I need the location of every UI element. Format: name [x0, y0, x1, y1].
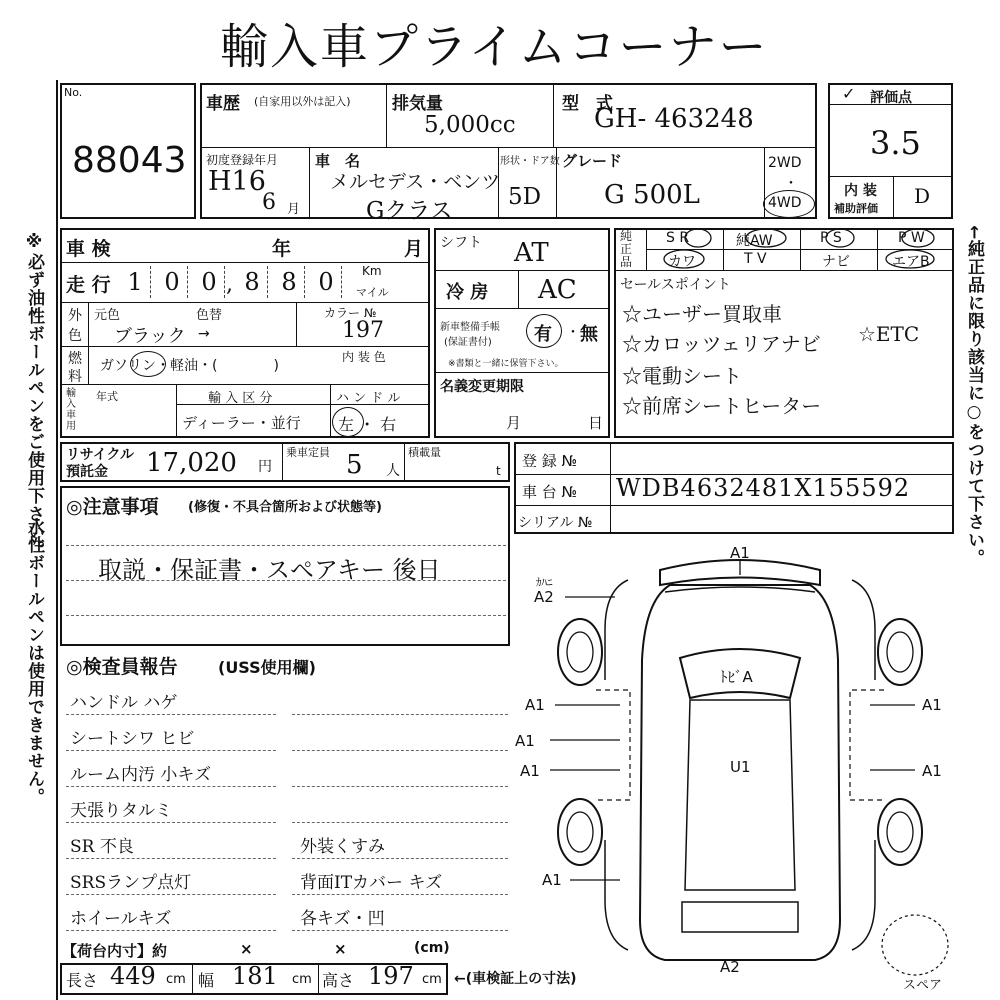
handle-label: ハ ン ド ル [336, 391, 401, 406]
car-rear-window [682, 902, 798, 932]
notes-sub: (修復・不具合箇所および状態等) [188, 500, 382, 515]
capacity-label: 乗車定員 [286, 446, 330, 459]
ac-value: AC [538, 275, 577, 305]
capacity-unit: 人 [386, 463, 400, 479]
diagram-label-cabin: U1 [730, 758, 751, 776]
sales-point-user: ☆ユーザー買取車 [622, 302, 782, 326]
grid-vline [88, 302, 89, 384]
inspector-rule [66, 930, 276, 931]
color-change-label: 色替 [196, 308, 223, 323]
grid-hline [434, 372, 610, 373]
notes-label: ◎注意事項 [66, 496, 159, 518]
first-reg-month-unit: 月 [287, 202, 301, 217]
inspector-rule [292, 714, 508, 715]
interior-eval-label: 内 装 [844, 183, 877, 199]
notes-rule [66, 615, 506, 616]
inspector-item-right: 各キズ・凹 [300, 909, 385, 929]
notes-text: 取説・保証書・スペアキー 後日 [98, 556, 441, 584]
wheel-front-left [558, 619, 602, 685]
diagram-label-top: A1 [730, 544, 750, 562]
inspection-label: 車 検 [66, 238, 111, 260]
manual-yes: 有 [534, 324, 552, 345]
fuel-options: ガソリン・軽油・( ) [100, 358, 279, 374]
grade-label: グレード [562, 152, 623, 170]
score-label: 評価点 [870, 90, 912, 106]
doors-label: 形状・ドア数 [500, 156, 560, 167]
color-code-value: 197 [342, 318, 384, 343]
number-value: 88043 [72, 140, 187, 181]
diagram-label-a2-top: A2 [534, 588, 554, 606]
grid-hline [60, 302, 430, 303]
mileage-label: 走 行 [66, 274, 111, 296]
sales-point-seat: ☆電動シート [622, 364, 742, 388]
dims-width-unit: cm [292, 972, 312, 987]
wheel-rear-right-inner [887, 812, 913, 852]
color-orig-label: 元色 [94, 308, 121, 323]
first-reg-era: H16 [208, 166, 266, 197]
manual-yes-circle [526, 314, 562, 348]
grid-vline [176, 384, 177, 438]
color-label-2: 色 [68, 328, 82, 344]
inspector-rule [66, 858, 276, 859]
sales-point-navi: ☆カロッツェリアナビ [622, 332, 821, 356]
sheet-left-border [56, 80, 58, 1000]
genuine-aw: 純AW [736, 233, 773, 249]
side-note-genuine: ←純正品に限り該当に○をつけて下さい。 [964, 225, 984, 568]
spare-tire [882, 915, 948, 975]
circle-kawa [664, 250, 704, 268]
circle-aw [746, 229, 786, 247]
diagram-label-bottom: A2 [720, 958, 740, 976]
inspector-item: ホイールキズ [70, 909, 172, 929]
score-value: 3.5 [870, 124, 921, 162]
chassis-label: 車 台 № [522, 483, 578, 501]
inspector-rule [66, 786, 276, 787]
grid-hline [200, 147, 817, 148]
diagram-label-right-2: A1 [922, 762, 942, 780]
right-rear-panel [852, 840, 875, 950]
odometer-digit: 8 [237, 266, 268, 298]
doors-value: 5D [508, 184, 542, 210]
grid-vline [296, 302, 297, 346]
wheel-rear-left [558, 799, 602, 865]
diagram-label-left-4: A1 [542, 871, 562, 889]
sales-point-heater: ☆前席シートヒーター [622, 394, 822, 418]
handle-options: 左 ・ 右 [338, 415, 397, 434]
drive-4wd: 4WD [768, 195, 802, 211]
inspector-item: ハンドル ハゲ [70, 693, 178, 713]
displacement-value: 5,000cc [424, 112, 516, 138]
mileage-unit-mile: マイル [356, 286, 389, 299]
capacity-value: 5 [346, 450, 363, 480]
inspector-rule [292, 750, 508, 751]
load-label: 積載量 [408, 446, 441, 459]
grid-hline [60, 384, 430, 385]
name-change-label: 名義変更期限 [440, 379, 524, 395]
wheel-front-right-inner [887, 632, 913, 672]
grid-vline [192, 963, 193, 995]
car-name-value: メルセデス・ベンツ [330, 171, 501, 193]
genuine-kawa: カワ [668, 254, 696, 270]
cargo-x1: × [240, 940, 253, 958]
genuine-airbag: エアB [892, 254, 930, 270]
cargo-label: 【荷台内寸】約 [62, 942, 168, 960]
color-code-label: カラー № [324, 306, 377, 320]
import-label: 輸入車用 [66, 388, 76, 432]
import-category-options: ディーラー・並行 [182, 414, 301, 432]
manual-label-2: (保証書付) [444, 337, 492, 348]
dims-width-label: 幅 [198, 971, 215, 990]
drive-2wd: 2WD [768, 155, 802, 171]
inspector-rule [292, 822, 508, 823]
right-front-panel [852, 580, 875, 680]
dims-height-unit: cm [422, 972, 442, 987]
score-vline [893, 176, 894, 219]
interior-eval-value: D [914, 184, 931, 208]
ac-label: 冷 房 [446, 282, 489, 303]
grid-vline [404, 442, 405, 482]
inspector-item: SRSランプ点灯 [70, 873, 192, 893]
odometer [120, 264, 350, 300]
side-note-oil-pen: ※必ず油性ボールペンをご使用下さい。 [24, 232, 44, 559]
genuine-circles [614, 228, 954, 270]
diagram-label-left-1: A1 [525, 696, 545, 714]
genuine-navi: ナビ [822, 254, 850, 270]
car-damage-diagram [510, 540, 960, 1000]
grid-vline [610, 442, 611, 534]
dims-length-value: 449 [110, 962, 156, 990]
score-check: ✓ [842, 84, 856, 103]
wheel-front-right [878, 619, 922, 685]
history-label: 車歴 [206, 94, 240, 114]
first-reg-month: 6 [262, 190, 276, 215]
inspector-rule [66, 750, 276, 751]
model-code-value: GH- 463248 [594, 104, 754, 134]
circle-sr [685, 229, 711, 247]
inspector-item-right: 背面ITカバー キズ [300, 873, 443, 893]
inspector-rule [292, 858, 508, 859]
recycle-unit: 円 [258, 459, 272, 475]
fuel-label-2: 料 [68, 369, 82, 385]
number-label: No. [64, 86, 83, 99]
circle-pw [902, 229, 934, 247]
dims-note: ←(車検証上の寸法) [454, 971, 577, 987]
odometer-separator: , [226, 272, 233, 297]
odometer-digit: 0 [311, 266, 342, 298]
sales-points-label: セールスポイント [620, 277, 731, 293]
chassis-value: WDB4632481X155592 [616, 474, 911, 502]
registration-label: 登 録 № [522, 452, 578, 470]
interior-eval-sub: 補助評価 [834, 202, 878, 215]
first-reg-label: 初度登録年月 [206, 153, 279, 167]
circle-airbag [886, 250, 934, 268]
color-arrow: → [198, 326, 210, 342]
score-hline [828, 176, 953, 177]
page-title: 輸入車プライムコーナー [220, 19, 769, 75]
inspector-label: ◎検査員報告 [66, 656, 178, 678]
mileage-unit-km: Km [362, 264, 382, 278]
left-front-panel [605, 580, 628, 680]
genuine-sr: S R [666, 230, 690, 246]
manual-dot: ・ [566, 325, 580, 341]
inspector-rule [292, 786, 508, 787]
genuine-label: 純正品 [620, 229, 633, 269]
grid-vline [518, 270, 519, 308]
inspector-rule [292, 894, 508, 895]
name-change-day: 日 [588, 414, 604, 432]
grid-vline [318, 963, 319, 995]
drive-dot: ・ [784, 176, 798, 192]
recycle-label-2: 預託金 [66, 464, 108, 480]
odometer-digit: 8 [274, 266, 305, 298]
odometer-digit: 0 [194, 266, 225, 298]
grid-hline [434, 308, 610, 309]
dims-height-value: 197 [368, 962, 414, 990]
manual-label-1: 新車整備手帳 [440, 322, 500, 333]
inspection-month: 月 [404, 238, 424, 260]
inspector-item: ルーム内汚 小キズ [70, 765, 212, 785]
import-year-label: 年式 [96, 390, 118, 403]
dims-length-label: 長さ [66, 971, 99, 990]
inspector-rule [66, 894, 276, 895]
car-name-class: Gクラス [366, 198, 453, 224]
fuel-gasoline-circle [130, 351, 166, 377]
notes-rule [66, 545, 506, 546]
car-hood [665, 587, 815, 592]
diagram-label-left-3: A1 [520, 762, 540, 780]
side-note-water-pen: 水性ボールペンは使用できません。 [24, 518, 44, 806]
grid-vline [330, 384, 331, 438]
wheel-front-left-inner [567, 632, 593, 672]
grid-vline [282, 442, 283, 482]
manual-no: 無 [580, 324, 598, 345]
dims-height-label: 高さ [322, 971, 355, 990]
wheel-rear-left-inner [567, 812, 593, 852]
shift-value: AT [514, 238, 549, 268]
serial-label: シリアル № [518, 515, 593, 531]
circle-ps [826, 229, 854, 247]
drive-4wd-circle [763, 190, 815, 218]
door-line-right [850, 690, 884, 800]
diagram-label-spare: スペア [903, 978, 943, 993]
interior-color-label: 内 装 色 [342, 350, 386, 364]
model-code-label: 型 式 [562, 94, 613, 114]
genuine-pw: P W [898, 230, 925, 246]
color-label-1: 外 [68, 308, 82, 324]
grid-hline [514, 505, 954, 506]
inspection-year: 年 [272, 238, 292, 260]
grid-hline [434, 270, 610, 271]
inspector-item: シートシワ ヒビ [70, 729, 195, 749]
shift-label: シフト [440, 235, 482, 251]
dims-length-unit: cm [166, 972, 186, 987]
inspector-rule [66, 714, 276, 715]
inspector-item-right: 外装くすみ [300, 837, 385, 857]
grid-vline [553, 83, 554, 147]
diagram-label-kakuni: ｶﾊﾆ [536, 576, 553, 589]
load-unit: t [496, 464, 501, 478]
odometer-digit: 1 [120, 266, 151, 298]
inspector-rule [292, 930, 508, 931]
dims-width-value: 181 [232, 962, 278, 990]
genuine-ps: P S [820, 230, 842, 246]
import-category-label: 輸 入 区 分 [208, 391, 273, 406]
cargo-unit: (cm) [414, 940, 450, 956]
name-change-month: 月 [506, 414, 522, 432]
grid-vline [386, 83, 387, 147]
inspector-rule [66, 822, 276, 823]
inspector-item: SR 不良 [70, 837, 134, 857]
cargo-x2: × [334, 940, 347, 958]
car-name-label: 車 名 [315, 152, 361, 170]
manual-note: ※書類と一緒に保管下さい。 [448, 359, 564, 369]
diagram-label-right-1: A1 [922, 696, 942, 714]
displacement-label: 排気量 [392, 94, 443, 114]
diagram-label-left-2: A1 [515, 732, 535, 750]
diagram-label-roof: ﾄﾋﾞA [720, 668, 753, 686]
grid-hline [60, 262, 430, 263]
inspector-item: 天張りタルミ [70, 801, 172, 821]
recycle-label-1: リサイクル [66, 447, 135, 463]
genuine-tv: T V [744, 251, 767, 267]
door-line-left [596, 690, 630, 800]
odometer-digit: 0 [157, 266, 188, 298]
fuel-label-1: 燃 [68, 351, 82, 367]
sales-point-etc: ☆ETC [858, 322, 920, 346]
color-value: ブラック [114, 326, 186, 347]
grid-vline [309, 147, 310, 219]
grade-value: G 500L [604, 180, 700, 210]
recycle-value: 17,020 [146, 448, 237, 478]
history-note: (自家用以外は記入) [254, 95, 351, 108]
handle-left-circle [332, 407, 364, 437]
inspector-sub: (USS使用欄) [218, 658, 316, 677]
left-rear-panel [605, 840, 628, 950]
car-roof-inner [685, 700, 795, 890]
wheel-rear-right [878, 799, 922, 865]
